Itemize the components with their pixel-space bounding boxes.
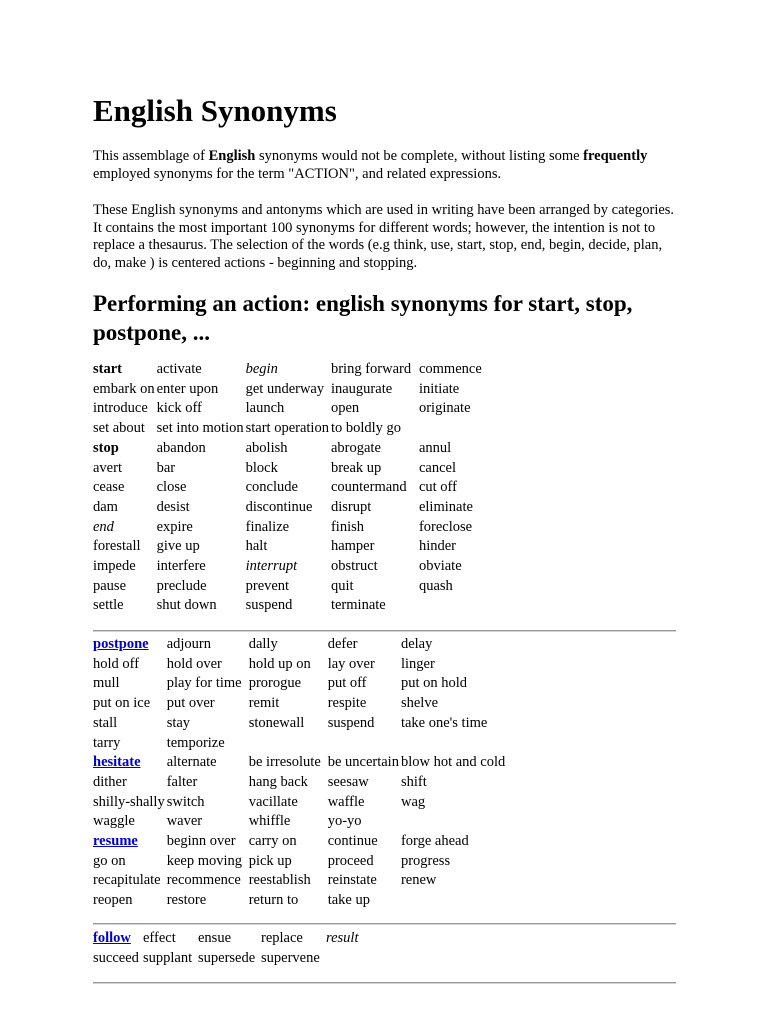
synonym-cell: impede [93, 558, 136, 575]
synonym-cell [401, 734, 521, 754]
keyword-postpone-cell [93, 635, 167, 655]
keyword-end: end [93, 518, 114, 535]
synonym-cell: carry on [248, 833, 297, 850]
synonym-cell: yo-yo [327, 813, 362, 830]
table-row [93, 852, 521, 872]
synonym-cell: obstruct [330, 558, 378, 575]
synonym-cell: effect [143, 930, 176, 946]
table-row [93, 714, 521, 734]
synonym-cell: disrupt [330, 498, 372, 515]
synonym-cell: wag [400, 793, 426, 810]
synonym-cell: desist [156, 498, 190, 515]
table-row [93, 399, 509, 419]
synonym-cell: beginn over [166, 833, 236, 850]
synonym-cell: renew [400, 872, 437, 889]
synonym-cell: to boldly go [330, 420, 402, 437]
synonym-cell: defer [327, 636, 358, 652]
synonym-cell: start operation [245, 420, 329, 437]
synonym-cell: forestall [93, 538, 141, 555]
synonym-cell [326, 949, 396, 969]
synonym-cell: vacillate [248, 793, 298, 810]
table-row [93, 929, 396, 949]
synonym-cell: finalize [245, 518, 290, 535]
synonym-cell: introduce [93, 400, 148, 417]
table-row [93, 949, 396, 969]
keyword-follow-cell [93, 929, 143, 949]
synonym-cell: ensue [198, 930, 232, 946]
synonym-cell: finish [330, 518, 364, 535]
synonym-cell: obviate [418, 558, 462, 575]
table-row [93, 439, 509, 459]
synonym-cell: restore [166, 892, 207, 909]
synonyms-table-follow [93, 929, 396, 968]
synonym-cell: annul [418, 439, 452, 456]
table-row [93, 577, 509, 597]
table-row [93, 596, 509, 616]
synonym-cell: recapitulate [93, 872, 161, 889]
synonym-cell: tarry [93, 734, 121, 751]
table-row [93, 459, 509, 479]
synonym-cell: preclude [156, 577, 207, 594]
intro-bold-english: English [208, 148, 256, 164]
synonym-cell: set about [93, 420, 145, 437]
table-row [93, 419, 509, 439]
synonym-cell: set into motion [156, 420, 244, 437]
synonym-cell: pick up [248, 852, 292, 869]
synonym-cell: bar [156, 459, 176, 476]
synonym-cell: remit [248, 695, 280, 712]
synonym-cell: put over [166, 695, 215, 712]
postpone-link[interactable]: postpone [93, 636, 149, 652]
synonym-cell: foreclose [418, 518, 473, 535]
table-row [93, 498, 509, 518]
synonym-cell: hang back [248, 773, 308, 790]
synonym-cell: halt [245, 538, 268, 555]
synonym-cell: prevent [245, 577, 290, 594]
synonym-cell: shut down [156, 597, 217, 614]
synonym-cell: put on hold [400, 675, 468, 692]
table-row [93, 674, 521, 694]
synonym-cell: proceed [327, 852, 374, 869]
synonym-cell: shift [400, 773, 427, 790]
synonym-cell: waggle [93, 813, 135, 830]
synonym-cell: abandon [156, 439, 206, 456]
resume-link[interactable]: resume [93, 833, 138, 850]
keyword-interrupt: interrupt [245, 558, 298, 575]
synonym-cell: initiate [418, 380, 460, 397]
synonym-cell: temporize [166, 734, 225, 751]
synonym-cell: recommence [166, 872, 241, 889]
synonym-cell: lay over [327, 655, 375, 672]
table-row [93, 655, 521, 675]
synonym-cell: hold up on [248, 655, 311, 672]
table-row [93, 734, 521, 754]
synonym-cell: shilly-shally [93, 793, 165, 810]
hesitate-link[interactable]: hesitate [93, 754, 141, 771]
synonym-cell: close [156, 479, 187, 496]
synonym-cell: settle [93, 597, 124, 614]
synonym-cell: dally [248, 636, 278, 652]
synonym-cell: be uncertain [327, 754, 399, 771]
table-row [93, 832, 521, 852]
keyword-hesitate-cell [93, 753, 167, 773]
synonym-cell [249, 734, 328, 754]
synonym-cell: eliminate [418, 498, 473, 515]
synonym-cell [401, 812, 521, 832]
table-row [93, 557, 509, 577]
synonym-cell: commence [418, 361, 482, 377]
synonym-cell: prorogue [248, 675, 302, 692]
table-row [93, 773, 521, 793]
synonym-cell: blow hot and cold [400, 754, 506, 771]
synonym-cell: enter upon [156, 380, 219, 397]
synonym-cell: suspend [245, 597, 293, 614]
horizontal-rule [93, 630, 676, 632]
synonym-cell: discontinue [245, 498, 313, 515]
table-row [93, 871, 521, 891]
intro-paragraph-1 [93, 148, 683, 183]
synonym-cell: succeed [93, 949, 139, 966]
table-row [93, 537, 509, 557]
follow-link[interactable]: follow [93, 930, 131, 946]
table-row [93, 478, 509, 498]
keyword-result: result [326, 930, 359, 946]
horizontal-rule [93, 923, 676, 925]
synonym-cell: cut off [418, 479, 457, 496]
synonym-cell-italic: begin [245, 361, 278, 377]
page-title: English Synonyms [93, 93, 337, 128]
synonym-cell: shelve [400, 695, 439, 712]
section-heading: Performing an action: english synonyms for start, stop, postpone, ... [93, 291, 633, 345]
synonym-cell: reopen [93, 892, 133, 909]
synonym-cell: progress [400, 852, 451, 869]
synonym-cell: cancel [418, 459, 456, 476]
synonym-cell: seesaw [327, 773, 369, 790]
synonym-cell: dither [93, 773, 127, 790]
synonym-cell: give up [156, 538, 200, 555]
synonym-cell: delay [400, 636, 433, 652]
intro-text: employed synonyms for the term "ACTION", and related expressions. [93, 165, 502, 182]
synonym-cell: stay [166, 714, 191, 731]
synonym-cell: play for time [166, 675, 242, 692]
synonym-cell: falter [166, 773, 198, 790]
synonym-cell: kick off [156, 400, 202, 417]
synonym-cell: activate [156, 361, 202, 377]
synonym-cell: go on [93, 852, 126, 869]
synonyms-table-postpone [93, 635, 521, 911]
synonym-cell: hold over [166, 655, 222, 672]
synonym-cell: stall [93, 714, 118, 731]
synonym-cell: reestablish [248, 872, 311, 889]
synonym-cell: embark on [93, 380, 155, 397]
synonyms-table-start-stop [93, 360, 509, 616]
horizontal-rule [93, 982, 676, 984]
synonym-cell: put off [327, 675, 367, 692]
synonym-cell: stonewall [248, 714, 305, 731]
synonym-cell [401, 891, 521, 911]
synonym-cell: avert [93, 459, 122, 476]
synonym-cell: replace [261, 930, 303, 946]
synonym-cell: pause [93, 577, 127, 594]
synonym-cell: conclude [245, 479, 298, 496]
synonym-cell: originate [418, 400, 471, 417]
synonym-cell: adjourn [166, 636, 211, 652]
synonym-cell: mull [93, 675, 120, 692]
synonym-cell: waffle [327, 793, 365, 810]
synonym-cell: suspend [327, 714, 375, 731]
synonym-cell: quit [330, 577, 354, 594]
synonym-cell: hinder [418, 538, 457, 555]
table-row [93, 812, 521, 832]
synonym-cell: supersede [198, 949, 256, 966]
synonym-cell: reinstate [327, 872, 377, 889]
synonym-cell: respite [327, 695, 367, 712]
table-row [93, 694, 521, 714]
synonym-cell: block [245, 459, 278, 476]
synonym-cell: alternate [166, 754, 217, 771]
intro-text: This assemblage of [93, 148, 209, 164]
synonym-cell: hold off [93, 655, 140, 672]
synonym-cell: bring forward [330, 361, 412, 377]
synonym-cell [328, 734, 401, 754]
table-row [93, 380, 509, 400]
keyword-resume-cell [93, 832, 167, 852]
table-row [93, 793, 521, 813]
table-row [93, 753, 521, 773]
synonym-cell: forge ahead [400, 833, 469, 850]
intro-bold-frequently: frequently [583, 148, 648, 164]
synonym-cell: terminate [330, 597, 386, 614]
synonym-cell: linger [400, 655, 435, 672]
synonym-cell: break up [330, 459, 382, 476]
synonym-cell: abrogate [330, 439, 381, 456]
table-row [93, 360, 509, 380]
synonym-cell: keep moving [166, 852, 243, 869]
intro-paragraph-2: These English synonyms and antonyms which are used in writing have been arranged by categories. It contains the most important 100 synonyms for different words; however, the intention is not to replace a thesaurus. The selection of the words (e.g think, use, start, stop, end, begin, decide, plan, do, make ) is centered actions - beginning and stopping. [93, 202, 675, 271]
synonym-cell: countermand [330, 479, 407, 496]
keyword-stop: stop [93, 439, 119, 456]
synonym-cell: take up [327, 892, 370, 909]
table-row [93, 635, 521, 655]
synonym-cell [419, 596, 509, 616]
synonym-cell: whiffle [248, 813, 291, 830]
synonym-cell: cease [93, 479, 125, 496]
synonym-cell: abolish [245, 439, 288, 456]
synonym-cell: interfere [156, 558, 206, 575]
synonym-cell: waver [166, 813, 203, 830]
synonym-cell: return to [248, 892, 299, 909]
synonym-cell: switch [166, 793, 205, 810]
synonym-cell: launch [245, 400, 285, 417]
synonym-cell: put on ice [93, 695, 151, 712]
synonym-cell: supplant [143, 949, 193, 966]
synonym-cell: be irresolute [248, 754, 321, 771]
synonym-cell: get underway [245, 380, 325, 397]
synonym-cell: supervene [261, 949, 320, 966]
synonym-cell: quash [418, 577, 453, 594]
synonym-cell: hamper [330, 538, 375, 555]
keyword-start: start [93, 361, 122, 377]
synonym-cell: dam [93, 498, 118, 515]
synonym-cell: inaugurate [330, 380, 393, 397]
synonym-cell [419, 419, 509, 439]
intro-text: synonyms would not be complete, without listing some [255, 148, 584, 164]
table-row [93, 891, 521, 911]
synonym-cell: continue [327, 833, 378, 850]
synonym-cell: expire [156, 518, 193, 535]
synonym-cell: take one's time [400, 714, 488, 731]
synonym-cell: open [330, 400, 360, 417]
table-row [93, 518, 509, 538]
